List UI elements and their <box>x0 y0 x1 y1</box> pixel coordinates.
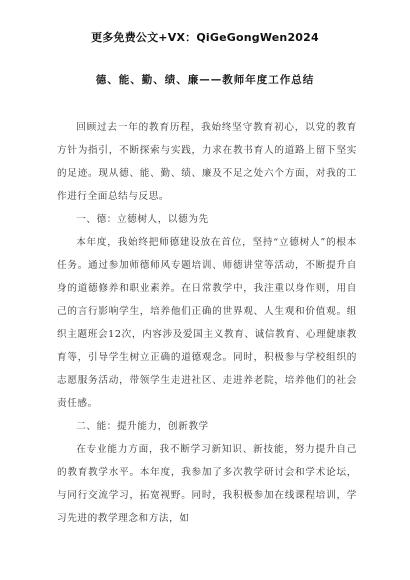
section-paragraph-neng: 在专业能力方面，我不断学习新知识、新技能，努力提升自己的教育教学水平。本年度，我参加了多次教学研讨会和学术论坛，与同行交流学习，拓宽视野。同时，我积极参加在线课程培训，学习先进的教学理念和方法，如 <box>57 444 357 524</box>
section-heading-de: 一、德：立德树人，以德为先 <box>76 214 209 225</box>
section-paragraph-de: 本年度，我始终把师德建设放在首位，坚持“立德树人”的根本任务。通过参加师德师风专题培训、师德讲堂等活动，不断提升自身的道德修养和职业素养。在日常教学中，我注重以身作则，用自己的言行影响学生，培养他们正确的世界观、人生观和价值观。组织主题班会12次，内容涉及爱国主义教育、诚信教育、心理健康教育等，引导学生树立正确的道德观念。同时，积极参与学校组织的志愿服务活动，带领学生走进社区、走进养老院，培养他们的社会责任感。 <box>57 237 357 409</box>
document-title: 德、能、勤、绩、廉——教师年度工作总结 <box>95 74 315 86</box>
intro-paragraph: 回顾过去一年的教育历程，我始终坚守教育初心，以党的教育方针为指引，不断探索与实践，力求在教书育人的道路上留下坚实的足迹。现从德、能、勤、绩、廉及不足之处六个方面，对我的工作进行全面总结与反思。 <box>57 122 357 202</box>
document-body <box>57 116 357 530</box>
section-heading-neng: 二、能：提升能力，创新教学 <box>76 421 209 432</box>
page-header-watermark: 更多免费公文+VX：QiGeGongWen2024 <box>91 31 319 44</box>
